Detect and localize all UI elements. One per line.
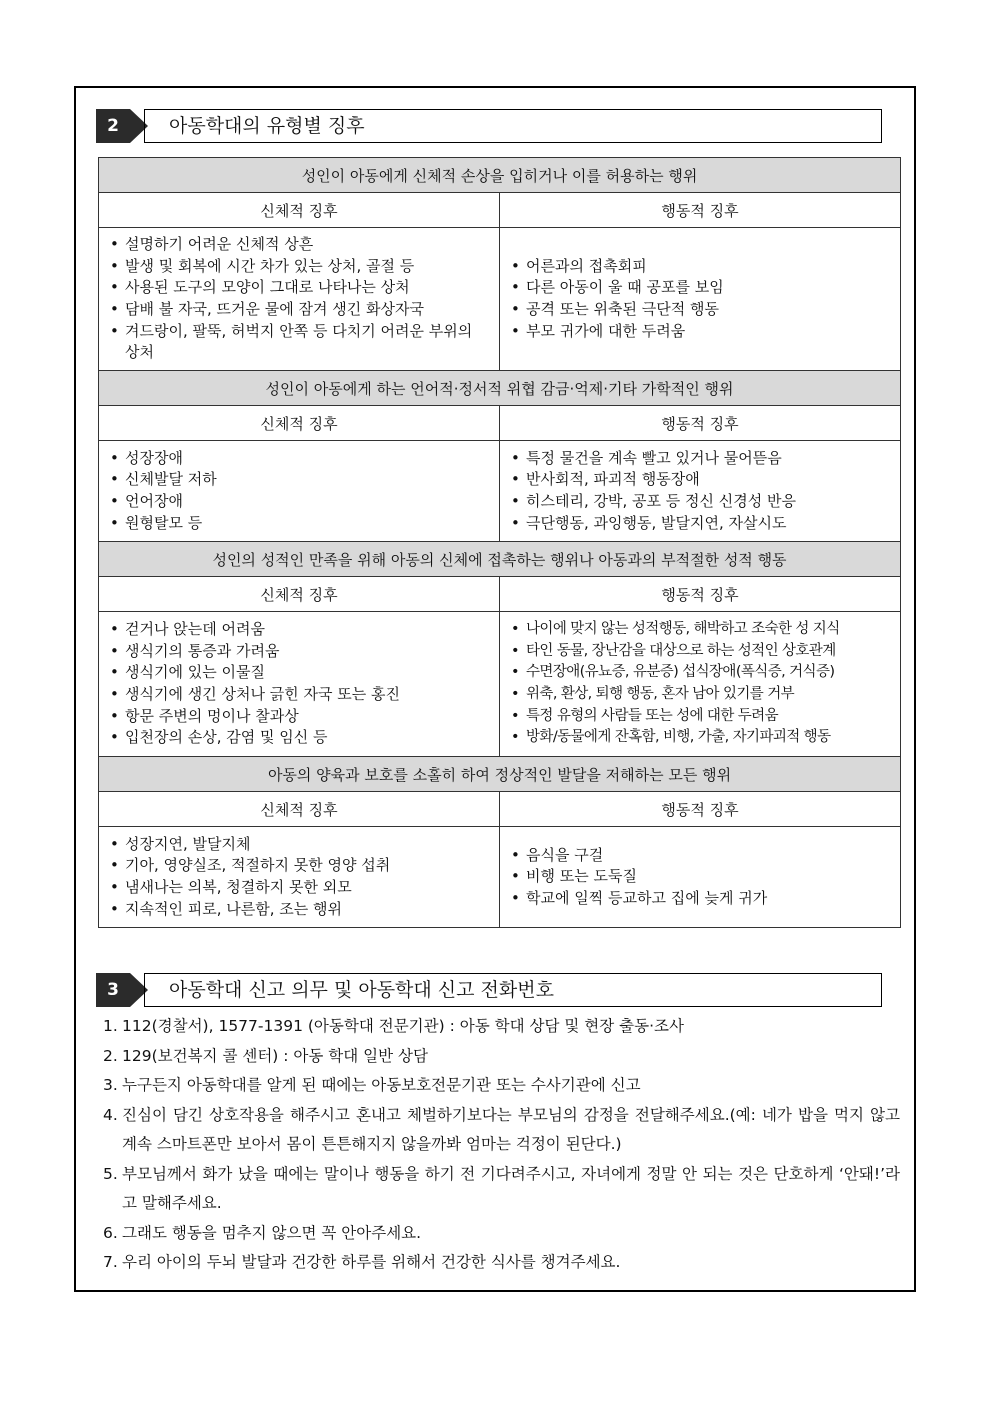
list-item: • 원형탈모 등	[107, 513, 491, 535]
list-item: • 방화/동물에게 잔혹함, 비행, 가출, 자기파괴적 행동	[508, 727, 892, 749]
signs-row	[99, 228, 901, 371]
list-item	[100, 1071, 900, 1101]
physical-signs-list	[99, 827, 500, 928]
report-list	[100, 1012, 900, 1278]
list-item: • 발생 및 회복에 시간 차가 있는 상처, 골절 등	[107, 256, 491, 278]
item-text: 112(경찰서), 1577-1391 (아동학대 전문기관) : 아동 학대 상담 및 현장 출동·조사	[122, 1017, 684, 1035]
list-item	[100, 1042, 900, 1072]
list-item	[100, 1219, 900, 1249]
section-3-title: 아동학대 신고 의무 및 아동학대 신고 전화번호	[144, 973, 882, 1007]
section-3-header	[96, 973, 882, 1007]
item-text: 진심이 담긴 상호작용을 해주시고 혼내고 체벌하기보다는 부모님의 감정을 전달해주세요.(예: 네가 밥을 먹지 않고 계속 스마트폰만 보아서 몸이 튼튼해지지 않을까봐 엄마는 걱정이 된단다.)	[122, 1105, 900, 1153]
category-row	[99, 542, 901, 577]
item-text: 부모님께서 화가 났을 때에는 말이나 행동을 하기 전 기다려주시고, 자녀에게 정말 안 되는 것은 단호하게 ‘안돼!’라고 말해주세요.	[122, 1164, 900, 1212]
list-item: • 나이에 맞지 않는 성적행동, 해박하고 조숙한 성 지식	[508, 619, 892, 641]
list-item: • 생식기에 생긴 상처나 긁힌 자국 또는 홍진	[107, 684, 491, 706]
list-item: • 냄새나는 의복, 청결하지 못한 외모	[107, 877, 491, 899]
behavioral-signs-list	[500, 441, 901, 542]
list-item: • 공격 또는 위축된 극단적 행동	[508, 299, 892, 321]
list-item: • 학교에 일찍 등교하고 집에 늦게 귀가	[508, 888, 892, 910]
item-text: 우리 아이의 두뇌 발달과 건강한 하루를 위해서 건강한 식사를 챙겨주세요.	[122, 1253, 621, 1271]
list-item: • 수면장애(유뇨증, 유분증) 섭식장애(폭식증, 거식증)	[508, 662, 892, 684]
subheader-row	[99, 792, 901, 827]
list-item: • 신체발달 저하	[107, 469, 491, 491]
physical-signs-header: 신체적 징후	[99, 406, 500, 441]
list-item	[100, 1101, 900, 1160]
list-item: • 걷거나 앉는데 어려움	[107, 619, 491, 641]
item-number: 5.	[103, 1164, 118, 1183]
item-number: 7.	[103, 1253, 118, 1271]
list-item: • 성장지연, 발달지체	[107, 834, 491, 856]
list-item: • 언어장애	[107, 491, 491, 513]
list-item: • 타인 동물, 장난감을 대상으로 하는 성적인 상호관계	[508, 641, 892, 663]
physical-signs-header: 신체적 징후	[99, 577, 500, 612]
category-sexual-abuse: 성인의 성적인 만족을 위해 아동의 신체에 접촉하는 행위나 아동과의 부적절한 성적 행동	[99, 542, 901, 577]
list-item: • 특정 물건을 계속 빨고 있거나 물어뜯음	[508, 448, 892, 470]
behavioral-signs-list	[500, 612, 901, 757]
list-item: • 음식을 구걸	[508, 845, 892, 867]
behavioral-signs-header: 행동적 징후	[500, 406, 901, 441]
item-number: 2.	[103, 1046, 118, 1065]
section-2-title: 아동학대의 유형별 징후	[144, 109, 882, 143]
list-item	[100, 1160, 900, 1219]
list-item: • 부모 귀가에 대한 두려움	[508, 321, 892, 343]
list-item: • 다른 아동이 울 때 공포를 보임	[508, 277, 892, 299]
subheader-row	[99, 577, 901, 612]
list-item: • 반사회적, 파괴적 행동장애	[508, 469, 892, 491]
subheader-row	[99, 193, 901, 228]
list-item: • 어른과의 접촉회피	[508, 256, 892, 278]
list-item: • 위축, 환상, 퇴행 행동, 혼자 남아 있기를 거부	[508, 684, 892, 706]
list-item: • 담배 불 자국, 뜨거운 물에 잠겨 생긴 화상자국	[107, 299, 491, 321]
item-text: 그래도 행동을 멈추지 않으면 꼭 안아주세요.	[122, 1223, 422, 1242]
list-item: • 설명하기 어려운 신체적 상흔	[107, 234, 491, 256]
list-item: • 항문 주변의 멍이나 찰과상	[107, 706, 491, 728]
physical-signs-list	[99, 441, 500, 542]
list-item: • 지속적인 피로, 나른함, 조는 행위	[107, 899, 491, 921]
item-number: 4.	[103, 1105, 118, 1124]
category-emotional-abuse: 성인이 아동에게 하는 언어적·정서적 위협 감금·억제·기타 가학적인 행위	[99, 371, 901, 406]
section-3-number: 3	[96, 973, 130, 1007]
item-text: 129(보건복지 콜 센터) : 아동 학대 일반 상담	[122, 1046, 428, 1065]
category-physical-abuse: 성인이 아동에게 신체적 손상을 입히거나 이를 허용하는 행위	[99, 158, 901, 193]
list-item	[100, 1012, 900, 1042]
list-item	[100, 1248, 900, 1278]
signs-row	[99, 827, 901, 928]
behavioral-signs-list	[500, 827, 901, 928]
subheader-row	[99, 406, 901, 441]
item-text: 누구든지 아동학대를 알게 된 때에는 아동보호전문기관 또는 수사기관에 신고	[122, 1076, 641, 1094]
category-row	[99, 757, 901, 792]
item-number: 6.	[103, 1223, 118, 1242]
list-item: • 입천장의 손상, 감염 및 임신 등	[107, 727, 491, 749]
list-item: • 겨드랑이, 팔뚝, 허벅지 안쪽 등 다치기 어려운 부위의 상처	[107, 321, 491, 364]
list-item: • 성장장애	[107, 448, 491, 470]
list-item: • 특정 유형의 사람들 또는 성에 대한 두려움	[508, 706, 892, 728]
list-item: • 극단행동, 과잉행동, 발달지연, 자살시도	[508, 513, 892, 535]
signs-row	[99, 441, 901, 542]
item-number: 1.	[103, 1017, 118, 1035]
list-item: • 생식기의 통증과 가려움	[107, 641, 491, 663]
physical-signs-list	[99, 228, 500, 371]
behavioral-signs-header: 행동적 징후	[500, 792, 901, 827]
list-item: • 비행 또는 도둑질	[508, 866, 892, 888]
physical-signs-header: 신체적 징후	[99, 193, 500, 228]
behavioral-signs-list	[500, 228, 901, 371]
category-row	[99, 158, 901, 193]
abuse-signs-table	[98, 157, 901, 928]
category-row	[99, 371, 901, 406]
item-number: 3.	[103, 1076, 118, 1094]
list-item: • 기아, 영양실조, 적절하지 못한 영양 섭취	[107, 855, 491, 877]
signs-row	[99, 612, 901, 757]
category-neglect: 아동의 양육과 보호를 소홀히 하여 정상적인 발달을 저해하는 모든 행위	[99, 757, 901, 792]
list-item: • 사용된 도구의 모양이 그대로 나타나는 상처	[107, 277, 491, 299]
section-2-number: 2	[96, 109, 130, 143]
physical-signs-list	[99, 612, 500, 757]
list-item: • 히스테리, 강박, 공포 등 정신 신경성 반응	[508, 491, 892, 513]
section-2-header	[96, 109, 882, 143]
list-item: • 생식기에 있는 이물질	[107, 662, 491, 684]
physical-signs-header: 신체적 징후	[99, 792, 500, 827]
behavioral-signs-header: 행동적 징후	[500, 193, 901, 228]
behavioral-signs-header: 행동적 징후	[500, 577, 901, 612]
